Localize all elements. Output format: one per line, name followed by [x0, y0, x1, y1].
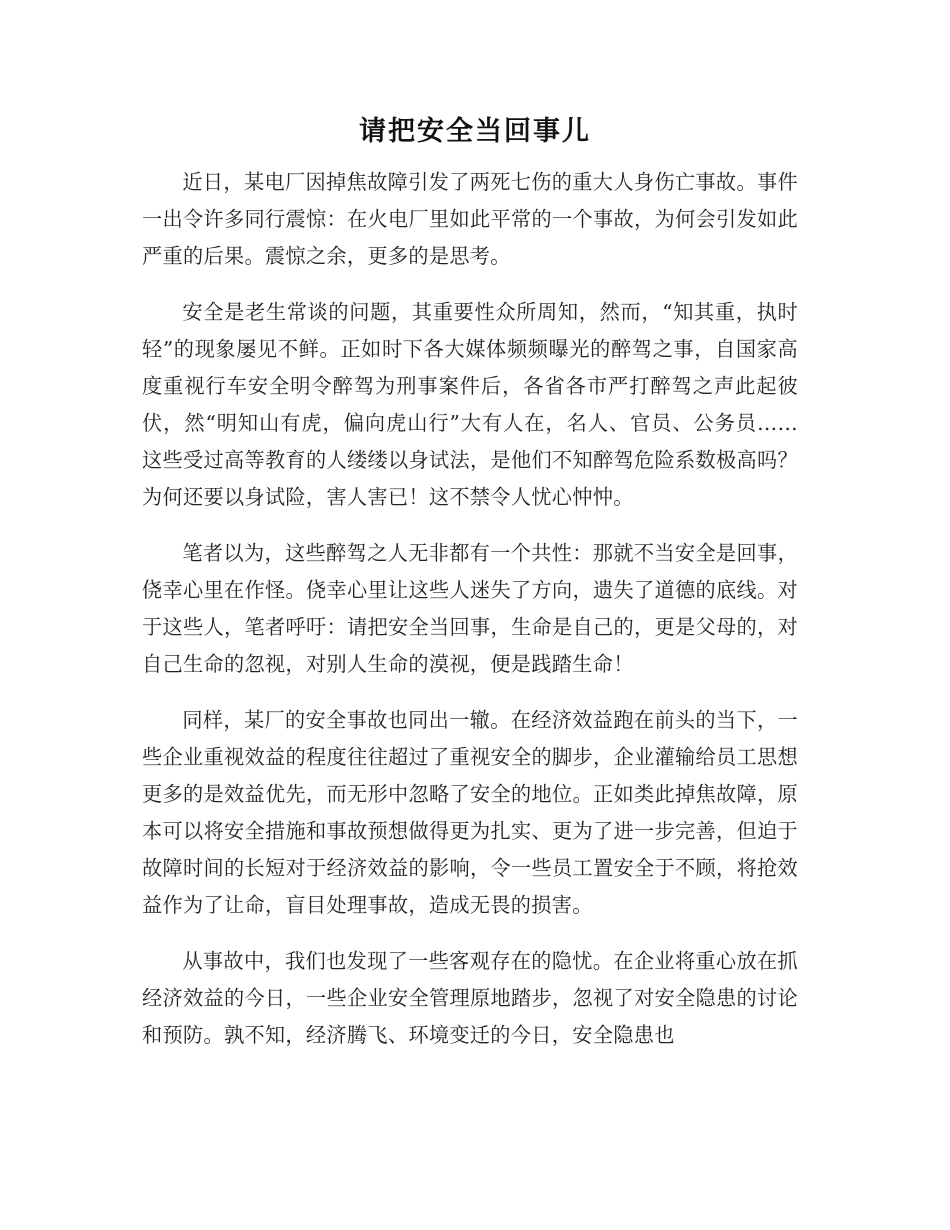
paragraph-4: 同样，某厂的安全事故也同出一辙。在经济效益跑在前头的当下，一些企业重视效益的程度往往超过了重视安全的脚步，企业灌输给员工思想更多的是效益优先，而无形中忽略了安全的地位。正如类此掉焦故障，原本可以将安全措施和事故预想做得更为扎实、更为了进一步完善，但迫于故障时间的长短对于经济效益的影响，令一些员工置安全于不顾，将抢效益作为了让命，盲目处理事故，造成无畏的损害。: [142, 708, 798, 917]
paragraph-5: 从事故中，我们也发现了一些客观存在的隐忧。在企业将重心放在抓经济效益的今日，一些企业安全管理原地踏步，忽视了对安全隐患的讨论和预防。孰不知，经济腾飞、环境变迁的今日，安全隐患也: [142, 949, 798, 1047]
paragraph-1: 近日，某电厂因掉焦故障引发了两死七伤的重大人身伤亡事故。事件一出令许多同行震惊：在火电厂里如此平常的一个事故，为何会引发如此严重的后果。震惊之余，更多的是思考。: [142, 170, 798, 268]
paragraph-2: 安全是老生常谈的问题，其重要性众所周知，然而，“知其重，执时轻”的现象屡见不鲜。正如时下各大媒体频频曝光的醉驾之事，自国家高度重视行车安全明令醉驾为刑事案件后，各省各市严打醉驾之声此起彼伏，然“明知山有虎，偏向虎山行”大有人在，名人、官员、公务员……这些受过高等教育的人缕缕以身试法，是他们不知醉驾危险系数极高吗？为何还要以身试险，害人害已！这不禁令人忧心忡忡。: [142, 300, 798, 509]
document-body: [142, 164, 798, 1073]
paragraph-3: 笔者以为，这些醉驾之人无非都有一个共性：那就不当安全是回事，侥幸心里在作怪。侥幸心里让这些人迷失了方向，遗失了道德的底线。对于这些人，笔者呼吁：请把安全当回事，生命是自己的，更是父母的，对自己生命的忽视，对别人生命的漠视，便是践踏生命！: [142, 541, 798, 676]
document-title: 请把安全当回事儿: [359, 116, 591, 147]
